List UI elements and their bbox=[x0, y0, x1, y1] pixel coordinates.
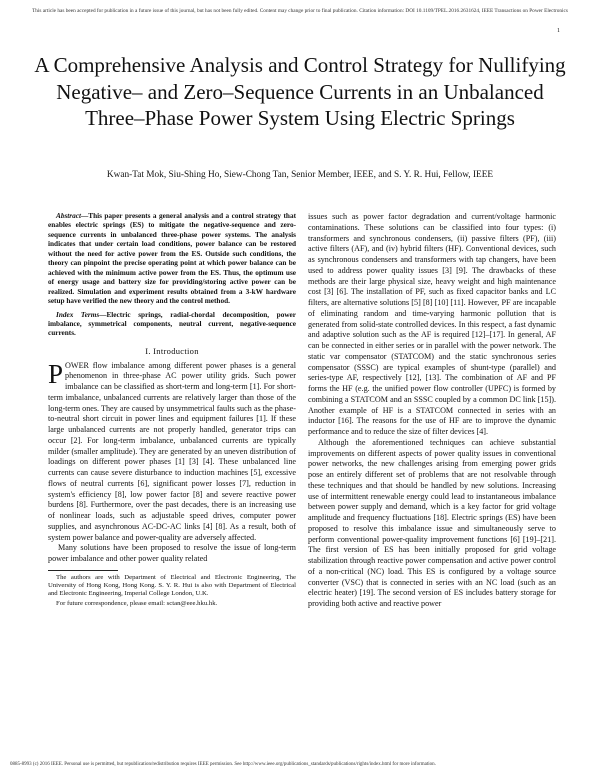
intro-paragraph-4: Although the aforementioned techniques can achieve substantial improvements on different aspects of power quality issues in conventional power networks, the new challenges arising from emerging power grids pose an entirely different set of problems that are not resolvable through these techniques and that should be handled by new solutions. Increasing use of intermittent renewable energy could lead to instantaneous imbalance between power supply and demand, which is a key factor for grid voltage amplitude and frequency fluctuations [18]. Electric springs (ES) have been proposed to resolve this imbalance issue and simultaneously serve to perform conventional power-quality improvement functions [6] [19]–[21]. The first version of ES has been initially proposed for grid voltage stabilization through reactive power compensation and active power control of a non-critical (NC) load. This ES is configured by a voltage source converter (VSC) that is connected in series with an NC load (such as an electric heater) [19]. The second version of ES includes battery storage for providing both active and reactive power bbox=[308, 437, 556, 608]
intro-paragraph-1 bbox=[48, 358, 296, 544]
page-number: 1 bbox=[557, 28, 560, 34]
footnote-affiliation: The authors are with Department of Electrical and Electronic Engineering, The University of Hong Kong, Hong Kong. S. Y. R. Hui is also with Department of Electrical and Electronic Engineering, Imperial College London, U.K. bbox=[48, 573, 296, 598]
author-list: Kwan-Tat Mok, Siu-Shing Ho, Siew-Chong Tan, Senior Member, IEEE, and S. Y. R. Hui, Fellow, IEEE bbox=[106, 170, 494, 180]
intro-paragraph-1-text: OWER flow imbalance among different power phases is a general phenomenon in three-phase AC power utility grids. Such power imbalance can be classified as short-term and long-term [1]. For short-term imbalance, unbalanced currents are relatively larger than those of the long-term ones. They are caused by unsymmetrical faults such as the phase-to-neutral short circuit in power lines and equipment failures [1]. If these large unbalanced currents are not properly handled, generator trips can occur [2]. For long-term imbalance, unbalanced currents are typically milder (smaller amplitude). They are generated by an uneven distribution of loadings on different power phases [1] [3] [4]. These unbalanced line currents can cause severe disturbance to induction machines [5], excessive flows of neutral currents [6], significant power losses [7], reduction in system's efficiency [8], low power factor [8] and severe reactive power burdens [8]. Furthermore, over the past decades, there is an increasing use of nonlinear loads, such as adjustable speed drives, computer power supplies, and asynchronous AC-DC-AC links [4] [8]. As a result, both of system power balance and power-quality are adversely affected. bbox=[48, 360, 296, 542]
index-terms-text: —Electric springs, radial-chordal decomposition, power imbalance, symmetrical components, neutral current, negative-sequence currents. bbox=[48, 310, 296, 338]
section-heading-introduction: I. Introduction bbox=[145, 345, 199, 356]
index-terms-label: Index Terms bbox=[56, 310, 100, 319]
paper-title: A Comprehensive Analysis and Control Strategy for Nullifying Negative– and Zero–Sequence Currents in an Unbalanced Three–Phase Power System Using Electric Springs bbox=[34, 53, 566, 130]
footnote-divider bbox=[48, 570, 118, 571]
abstract-text: —This paper presents a general analysis and a control strategy that enables electric springs (ES) to mitigate the negative-sequence and zero-sequence currents in unbalanced three-phase power systems. The analysis indicates that under certain load conditions, power balance can be restored without the need for active power from the ES. Outside such conditions, the theory can pinpoint the precise operating point at which power balance can be achieved with the minimum active power from the ES. Thus, the optimum use of energy usage and battery size for providing/storing active power can be realized. Simulation and experiment results obtained from a 3-kW hardware setup have verified the new theory and the control method. bbox=[48, 212, 296, 306]
footer-copyright-text: 0885-8993 (c) 2016 IEEE. Personal use is permitted, but republication/redistribution requires IEEE permission. See http://www.ieee.org/publications_standards/publications/rights/index.html for more information. bbox=[10, 762, 436, 767]
index-terms bbox=[48, 311, 296, 339]
header-citation-note: This article has been accepted for publication in a future issue of this journal, but has not been fully edited. Content may change prior to final publication. Citation information: DOI 10.1109/TPEL.2016.2631624, IEEE Transactions on Power Electronics bbox=[32, 8, 568, 14]
drop-cap: P bbox=[48, 358, 64, 389]
footer-copyright bbox=[10, 762, 590, 767]
intro-paragraph-2: Many solutions have been proposed to resolve the issue of long-term power imbalance and other power quality related bbox=[48, 543, 296, 564]
left-column bbox=[48, 212, 296, 609]
right-column bbox=[308, 212, 556, 610]
footnote-correspondence: For future correspondence, please email: sctan@eee.hku.hk. bbox=[56, 599, 218, 607]
intro-paragraph-3: issues such as power factor degradation and current/voltage harmonic contaminations. These solutions can be classified into four types: (i) transformers and synchronous condensers, (ii) passive filters (PF), (iii) active filters (AF), and (iv) hybrid filters (HF). Conventional devices, such as synchronous condensers and transformers with tap changers, have been used to address power quality issues [3] [9]. The drawbacks of these methods are their large physical size, heavy weight and high maintenance cost [3] [6]. The installation of PF, such as fixed capacitor banks and LC filters, are alternative solutions [5] [8] [10] [11]. However, PF are incapable of eliminating random and time-varying harmonic pollution that is generated from solid-state controlled devices. In this respect, a fast dynamic and adaptive solution such as the AF is required [12]–[17]. In general, AF can be connected in either series or in parallel with the power network. The static var compensator (STATCOM) and the static synchronous series compensator (SSSC) are typical examples of shunt-type (parallel) and series-type AF, respectively [12], [13]. The combination of AF and PF forms the HF (e.g. the unified power flow controller (UPFC) is formed by combining a STATCOM and an SSSC coupled by a common DC link [15]). Another example of HF is a STATCOM connected in series with an inductor [16]. The reasons for the use of HF are to improve the dynamic performance and to reduce the size of filter devices [4]. bbox=[308, 212, 556, 436]
abstract-label: Abstract bbox=[56, 212, 81, 220]
abstract bbox=[48, 212, 296, 307]
